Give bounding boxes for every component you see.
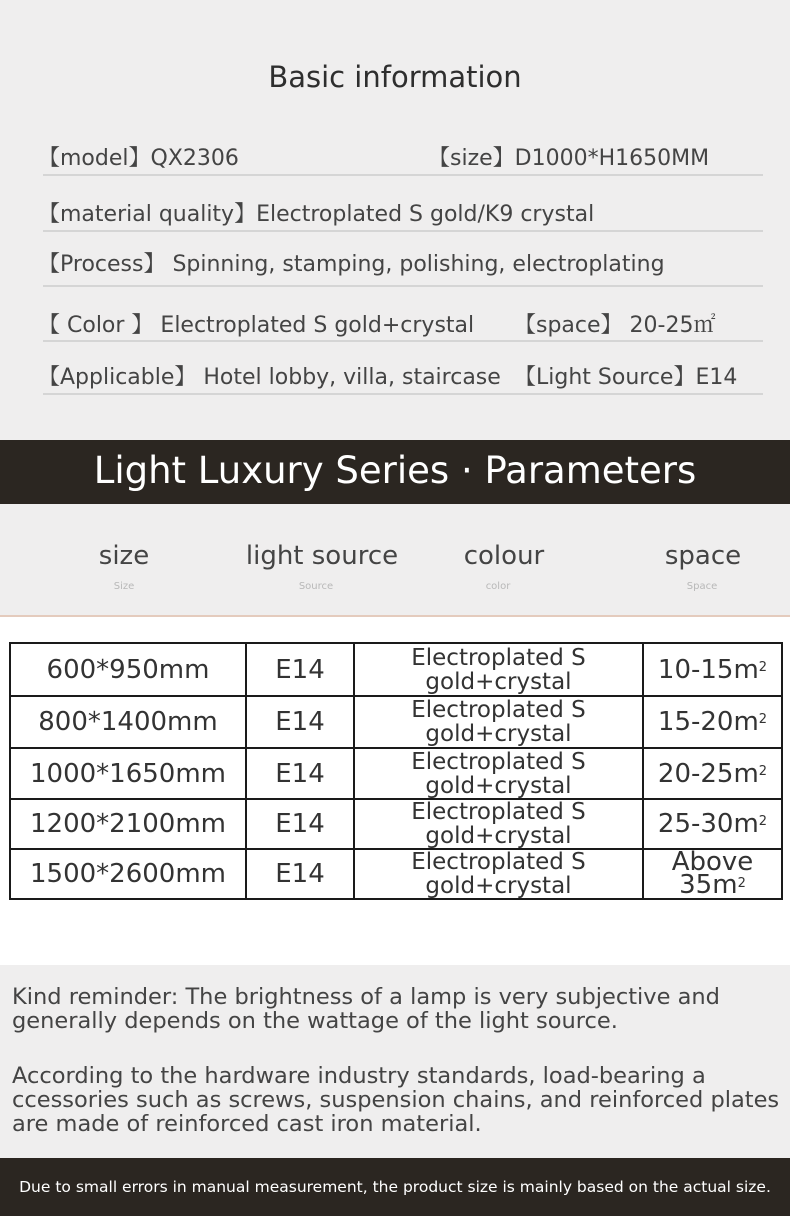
colour-cell <box>354 748 643 799</box>
light-source-info: 【Light Source】E14 <box>514 365 738 390</box>
table-row <box>10 696 782 748</box>
header-colour: colour <box>463 541 545 571</box>
space-unit-sup: 2 <box>758 814 768 829</box>
header-light-source: light source <box>245 541 399 571</box>
table-row <box>10 799 782 849</box>
size-cell: 1200*2100mm <box>10 799 246 849</box>
reminder-paragraph-2: According to the hardware industry standards, load-bearing a ccessories such as screws, suspension chains, and reinforced plates are made of reinforced cast iron material. <box>12 1063 780 1137</box>
space-cell <box>643 643 782 696</box>
colour-line-2: gold+crystal <box>425 873 572 899</box>
space-value-line-2: 35m <box>679 870 738 899</box>
color-info: 【 Color 】 Electroplated S gold+crystal <box>38 313 475 338</box>
size-cell: 600*950mm <box>10 643 246 696</box>
colour-cell <box>354 696 643 748</box>
space-unit-sup: 2 <box>758 712 768 727</box>
spec-table <box>9 642 783 900</box>
space-value: 25-30m <box>657 809 759 839</box>
source-cell: E14 <box>246 849 354 899</box>
divider <box>43 393 763 395</box>
space-value: 20-25m <box>657 758 759 789</box>
space-cell <box>643 849 782 899</box>
space-cell <box>643 748 782 799</box>
colour-cell <box>354 799 643 849</box>
size-cell: 1500*2600mm <box>10 849 246 899</box>
space-value: 15-20m <box>657 707 759 737</box>
source-cell: E14 <box>246 643 354 696</box>
footer-note: Due to small errors in manual measurement, the product size is mainly based on the actual size. <box>19 1178 771 1196</box>
header-light-source-sub: Source <box>298 581 334 592</box>
size-cell: 1000*1650mm <box>10 748 246 799</box>
space-unit-sup: 2 <box>758 659 768 675</box>
model-info: 【model】QX2306 <box>38 146 239 171</box>
colour-line-1: Electroplated S <box>411 799 586 825</box>
size-cell: 800*1400mm <box>10 696 246 748</box>
colour-line-1: Electroplated S <box>411 849 586 875</box>
space-cell <box>643 696 782 748</box>
size-info: 【size】D1000*H1650MM <box>428 146 710 171</box>
colour-line-2: gold+crystal <box>425 721 572 747</box>
source-cell: E14 <box>246 799 354 849</box>
header-colour-sub: color <box>485 581 511 592</box>
process-info: 【Process】 Spinning, stamping, polishing, electroplating <box>38 252 665 277</box>
space-value: 10-15m <box>657 654 759 685</box>
space-unit-sup: 2 <box>737 876 746 891</box>
banner-title: Light Luxury Series · Parameters <box>93 449 697 492</box>
header-space: space <box>664 541 742 571</box>
applicable-info: 【Applicable】 Hotel lobby, villa, staircase <box>38 365 501 390</box>
colour-line-2: gold+crystal <box>425 823 572 849</box>
table-row <box>10 748 782 799</box>
colour-line-2: gold+crystal <box>425 772 572 799</box>
basic-info-title: Basic information <box>268 60 522 94</box>
colour-cell <box>354 849 643 899</box>
source-cell: E14 <box>246 748 354 799</box>
reminder-paragraph-1: Kind reminder: The brightness of a lamp is very subjective and generally depends on the wattage of the light source. <box>12 984 720 1034</box>
space-cell <box>643 799 782 849</box>
material-info: 【material quality】Electroplated S gold/K9 crystal <box>38 202 595 227</box>
space-value: Above <box>671 849 754 877</box>
colour-line-1: Electroplated S <box>411 748 586 775</box>
divider <box>43 340 763 342</box>
colour-cell <box>354 643 643 696</box>
colour-line-1: Electroplated S <box>411 697 586 723</box>
header-size-sub: Size <box>113 581 135 592</box>
header-size: size <box>98 541 150 571</box>
space-unit-sup: 2 <box>758 763 768 779</box>
colour-line-2: gold+crystal <box>425 668 572 695</box>
divider <box>43 230 763 232</box>
colour-line-1: Electroplated S <box>411 644 586 671</box>
divider <box>43 285 763 287</box>
source-cell: E14 <box>246 696 354 748</box>
space-info: 【space】 20-25㎡ <box>514 313 716 338</box>
divider <box>43 174 763 176</box>
table-row <box>10 849 782 899</box>
header-space-sub: Space <box>686 581 718 592</box>
table-row <box>10 643 782 696</box>
